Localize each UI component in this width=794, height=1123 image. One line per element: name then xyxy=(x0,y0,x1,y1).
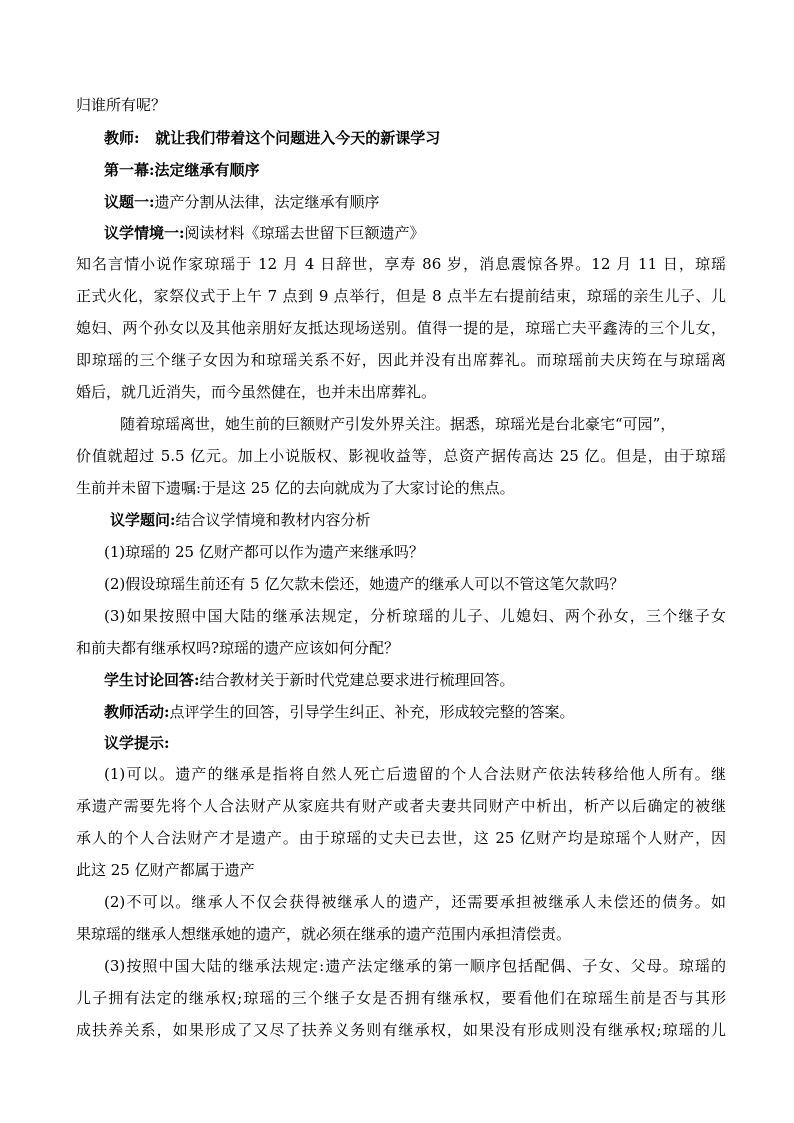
text-line: 知名言情小说作家琼瑶于 12 月 4 日辞世，享寿 86 岁，消息震惊各界。12 月 11 日，琼瑶 xyxy=(76,255,726,273)
text-line: 价值就超过 5.5 亿元。加上小说版权、影视收益等，总资产据传高达 25 亿。但是，由于琼瑶 xyxy=(76,447,726,465)
teacher-line xyxy=(104,128,754,148)
scenario-label: 议学情境一: xyxy=(104,224,185,242)
topic-line xyxy=(104,192,754,212)
question-line xyxy=(110,510,760,530)
activity-label: 教师活动: xyxy=(104,703,170,721)
question-item: (1)琼瑶的 25 亿财产都可以作为遗产来继承吗？ xyxy=(104,543,424,561)
topic-label: 议题一: xyxy=(104,193,155,211)
hint-heading: 议学提示: xyxy=(104,734,170,752)
student-label: 学生讨论回答: xyxy=(104,671,200,689)
text-line: 和前夫都有继承权吗?琼瑶的遗产应该如何分配？ xyxy=(76,639,400,657)
text-line: 承人的个人合法财产才是遗产。由于琼瑶的丈夫已去世，这 25 亿财产均是琼瑶个人财产，因 xyxy=(76,829,726,847)
activity-text: 点评学生的回答，引导学生纠正、补充，形成较完整的答案。 xyxy=(169,703,575,721)
scenario-text: 阅读材料《琼瑶去世留下巨额遗产》 xyxy=(184,224,425,242)
text-line: 果琼瑶的继承人想继承她的遗产，就必须在继承的遗产范围内承担清偿责。 xyxy=(76,925,572,943)
text-line: 生前并未留下遗嘱:于是这 25 亿的去向就成为了大家讨论的焦点。 xyxy=(76,479,515,497)
text-line: 婚后，就几近消失，而今虽然健在，也并未出席葬礼。 xyxy=(76,383,437,401)
text-line: (3)按照中国大陆的继承法规定:遗产法定继承的第一顺序包括配偶、子女、父母。琼瑶的 xyxy=(104,957,726,975)
activity-line xyxy=(104,702,754,722)
question-item: (3)如果按照中国大陆的继承法规定，分析琼瑶的儿子、儿媳妇、两个孙女，三个继子女 xyxy=(104,607,726,625)
chapter-heading: 第一幕:法定继承有顺序 xyxy=(104,161,260,179)
scenario-line xyxy=(104,223,754,243)
text-line: 成扶养关系，如果形成了又尽了扶养义务则有继承权，如果没有形成则没有继承权;琼瑶的儿 xyxy=(76,1021,726,1039)
question-label: 议学题问: xyxy=(110,511,176,529)
teacher-label: 教师: xyxy=(104,129,140,147)
question-item: (2)假设琼瑶生前还有 5 亿欠款未偿还，她遗产的继承人可以不管这笔欠款吗？ xyxy=(104,575,625,593)
text-line: (2)不可以。继承人不仅会获得被继承人的遗产，还需要承担被继承人未偿还的债务。如 xyxy=(104,893,726,911)
text-line: 媳妇、两个孙女以及其他亲朋好友抵达现场送别。值得一提的是，琼瑶亡夫平鑫涛的三个儿女， xyxy=(76,319,726,337)
text-line: (1)可以。遗产的继承是指将自然人死亡后遗留的个人合法财产依法转移给他人所有。继 xyxy=(104,765,726,783)
student-text: 结合教材关于新时代党建总要求进行梳理回答。 xyxy=(199,671,515,689)
text-line: 此这 25 亿财产都属于遗产 xyxy=(76,861,255,879)
topic-text: 遗产分割从法律，法定继承有顺序 xyxy=(154,193,380,211)
question-text: 结合议学情境和教材内容分析 xyxy=(175,511,371,529)
text-line: 即琼瑶的三个继子女因为和琼瑶关系不好，因此并没有出席葬礼。而琼瑶前夫庆筠在与琼瑶离 xyxy=(76,351,726,369)
text-line: 承遗产需要先将个人合法财产从家庭共有财产或者夫妻共同财产中析出，析产以后确定的被继 xyxy=(76,797,726,815)
text-line: 正式火化，家祭仪式于上午 7 点到 9 点举行，但是 8 点半左右提前结束，琼瑶的亲生儿子、儿 xyxy=(76,287,726,305)
text-line: 归谁所有呢？ xyxy=(76,96,167,114)
text-line: 儿子拥有法定的继承权;琼瑶的三个继子女是否拥有继承权，要看他们在琼瑶生前是否与其形 xyxy=(76,989,726,1007)
teacher-text: 就让我们带着这个问题进入今天的新课学习 xyxy=(155,129,441,147)
student-line xyxy=(104,670,754,690)
text-line: 随着琼瑶离世，她生前的巨额财产引发外界关注。据悉，琼瑶光是台北豪宅“可园”， xyxy=(120,415,676,433)
